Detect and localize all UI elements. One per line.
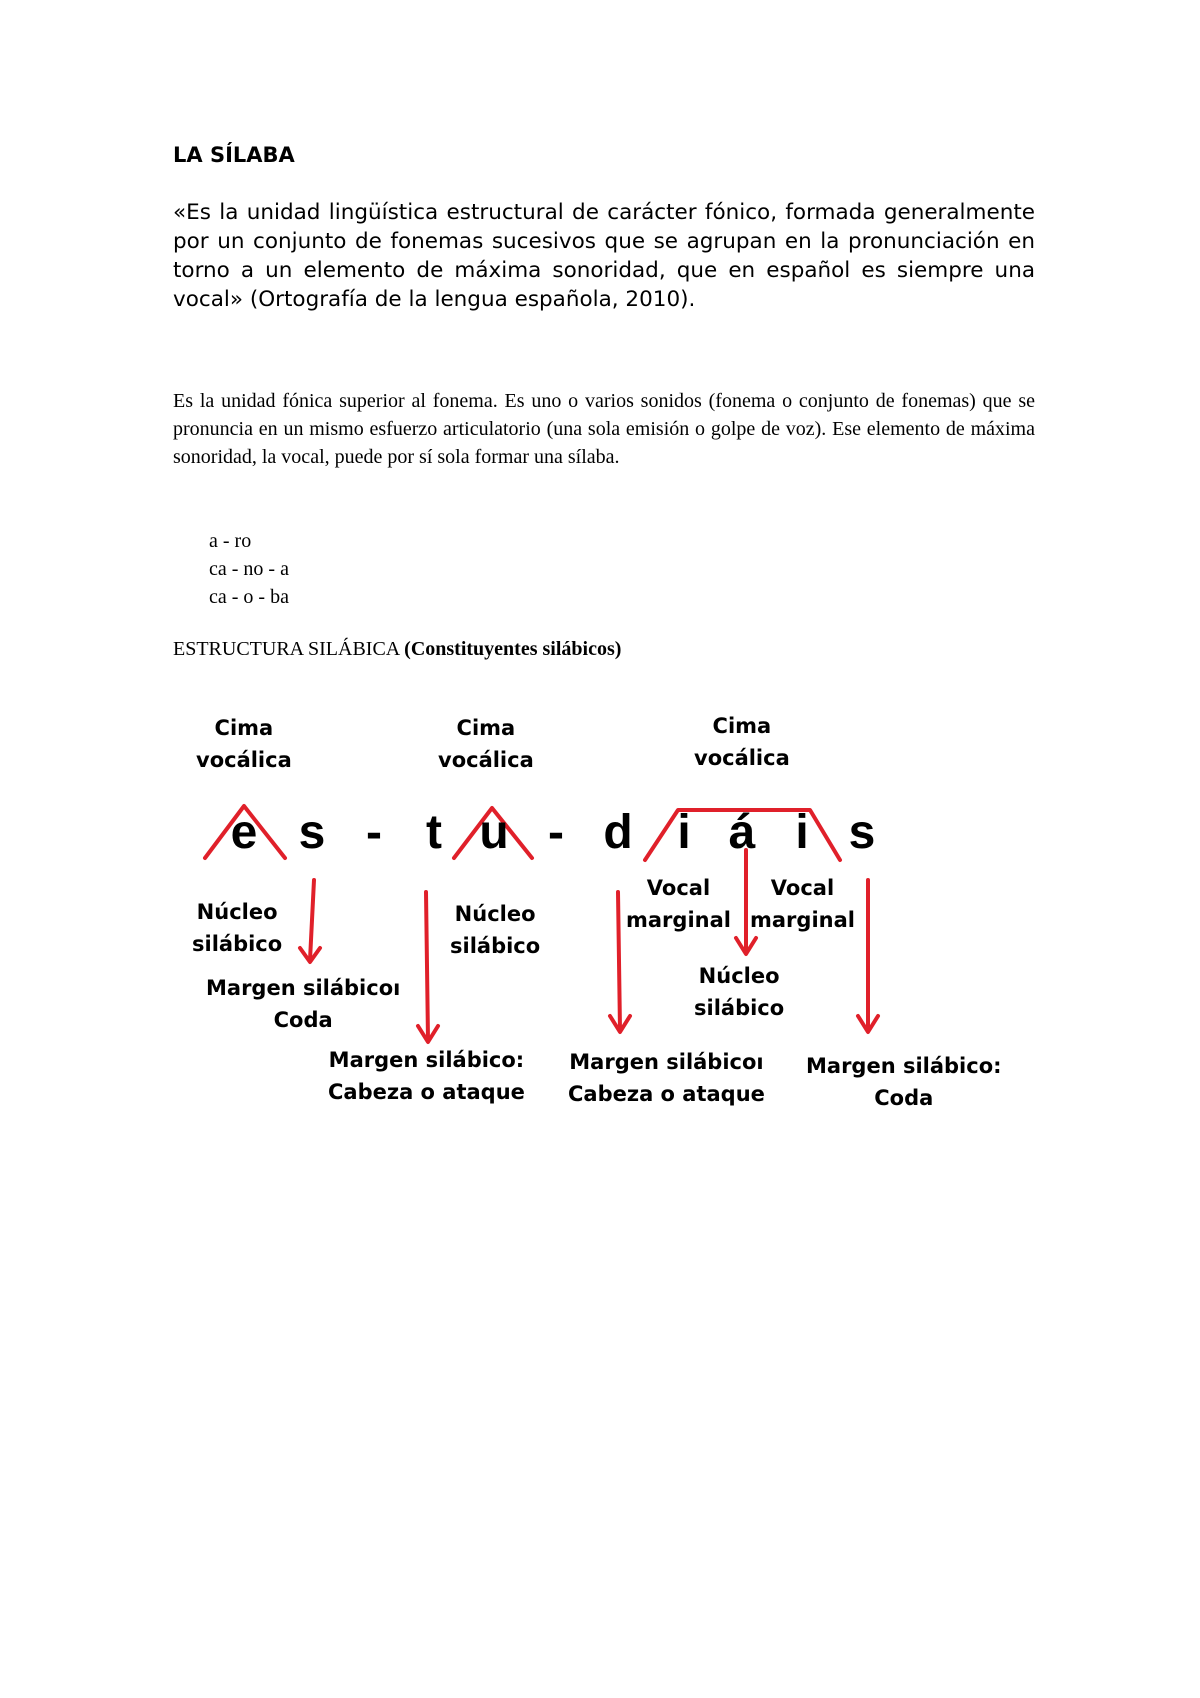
margen-ataque-label: Margen silábicoı Cabeza o ataque [568, 1050, 765, 1106]
margen-coda-label: Margen silábicoı Coda [206, 976, 401, 1032]
nucleo-label: Núcleo silábico [450, 902, 541, 958]
margen-coda-label: Margen silábico: Coda [806, 1054, 1002, 1110]
page-title: LA SÍLABA [173, 143, 295, 167]
section-title: ESTRUCTURA SILÁBICA [173, 638, 400, 660]
vocal-marginal-label: Vocal marginal [750, 876, 855, 932]
arrow-coda-1 [310, 880, 314, 960]
arrow-ataque-1 [426, 892, 428, 1040]
cima-label: Cima vocálica [694, 714, 790, 770]
cima-label: Cima vocálica [196, 716, 292, 772]
letter-t: t [426, 806, 442, 859]
example-item: ca - o - ba [209, 586, 289, 608]
example-item: a - ro [209, 530, 252, 552]
margen-ataque-label: Margen silábico: Cabeza o ataque [328, 1048, 525, 1104]
letter-i: i [795, 806, 809, 859]
letter-e: e [230, 806, 258, 859]
letter-i: i [677, 806, 691, 859]
vocal-marginal-label: Vocal marginal [626, 876, 731, 932]
example-item: ca - no - a [209, 558, 289, 580]
letter-s: s [298, 806, 326, 859]
arrow-ataque-2 [618, 892, 620, 1030]
hyphen: - [366, 806, 382, 859]
nucleo-label: Núcleo silábico [694, 964, 785, 1020]
nucleo-label: Núcleo silábico [192, 900, 283, 956]
letter-s: s [848, 806, 876, 859]
letter-u: u [479, 806, 509, 859]
hyphen: - [548, 806, 564, 859]
section-subtitle: (Constituyentes silábicos) [404, 638, 622, 660]
quote-paragraph: «Es la unidad lingüística estructural de carácter fónico, formada generalmente por un conjunto de fonemas sucesivos que se agrupan en la pronunciación en torno a un elemento de máxima sonoridad, que en español es siempre una vocal» (Ortografía de la lengua española, 2010). [173, 200, 1035, 312]
cima-label: Cima vocálica [438, 716, 534, 772]
definition-paragraph: Es la unidad fónica superior al fonema. Es uno o varios sonidos (fonema o conjunto de fonemas) que se pronuncia en un mismo esfuerzo articulatorio (una sola emisión o golpe de voz). Ese elemento de máxima sonoridad, la vocal, puede por sí sola formar una sílaba. [173, 390, 1035, 468]
letter-d: d [603, 806, 633, 859]
letter-a-accent: á [728, 806, 756, 859]
